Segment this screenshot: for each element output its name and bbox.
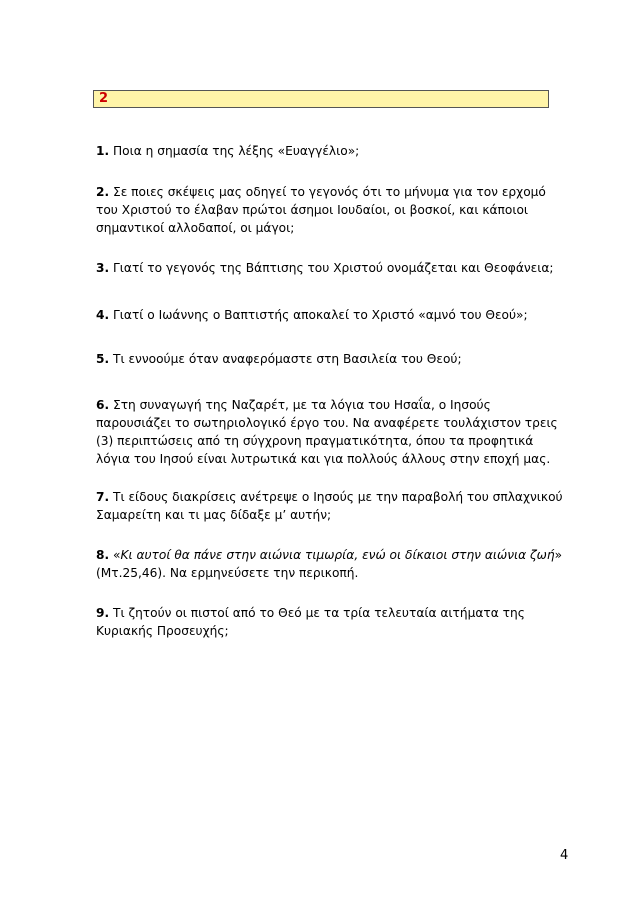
question-number: 1. — [96, 144, 110, 158]
scripture-quote: Κι αυτοί θα πάνε στην αιώνια τιμωρία, ενώ οι δίκαιοι στην αιώνια ζωή — [120, 548, 555, 562]
question-text: Γιατί ο Ιωάννης ο Βαπτιστής αποκαλεί το Χριστό «αμνό του Θεού»; — [109, 308, 528, 322]
question-6 — [96, 396, 566, 468]
question-text: Τι ζητούν οι πιστοί από το Θεό με τα τρία τελευταία αιτήματα της Κυριακής Προσευχής; — [96, 606, 525, 638]
question-text: Τι εννοούμε όταν αναφερόμαστε στη Βασιλεία του Θεού; — [109, 352, 462, 366]
question-5 — [96, 350, 566, 368]
question-text: Σε ποιες σκέψεις μας οδηγεί το γεγονός ότι το μήνυμα για τον ερχομό του Χριστού το έλαβαν πρώτοι άσημοι Ιουδαίοι, οι βοσκοί, και κάποιοι σημαντικοί αλλοδαποί, οι μάγοι; — [96, 185, 546, 235]
question-2 — [96, 183, 566, 237]
question-4 — [96, 306, 566, 324]
question-number: 8. — [96, 548, 110, 562]
question-number: 5. — [96, 352, 110, 366]
question-8 — [96, 546, 566, 582]
question-text: Στη συναγωγή της Ναζαρέτ, με τα λόγια του Ησαΐα, ο Ιησούς παρουσιάζει το σωτηριολογικό έργο του. Να αναφέρετε τουλάχιστον τρεις (3) περιπτώσεις από τη σύγχρονη πραγματικότητα, όπου τα προφητικά λόγια του Ιησού είναι λυτρωτικά και για πολλούς άλλους στην εποχή μας. — [96, 398, 558, 466]
question-text: Τι είδους διακρίσεις ανέτρεψε ο Ιησούς με την παραβολή του σπλαχνικού Σαμαρείτη και τι μας δίδαξε μ’ αυτήν; — [96, 490, 563, 522]
question-text: (Μτ.25,46). Να ερμηνεύσετε την περικοπή. — [96, 566, 359, 580]
question-7 — [96, 488, 566, 524]
quote-close: » — [554, 548, 563, 562]
question-9 — [96, 604, 566, 640]
question-text: Γιατί το γεγονός της Βάπτισης του Χριστού ονομάζεται και Θεοφάνεια; — [109, 261, 554, 275]
question-3 — [96, 259, 566, 277]
question-1 — [96, 142, 566, 160]
question-number: 7. — [96, 490, 110, 504]
section-number: 2 — [99, 91, 109, 106]
question-text: Ποια η σημασία της λέξης «Ευαγγέλιο»; — [109, 144, 360, 158]
question-number: 3. — [96, 261, 110, 275]
question-number: 9. — [96, 606, 110, 620]
question-number: 4. — [96, 308, 110, 322]
question-number: 2. — [96, 185, 110, 199]
question-number: 6. — [96, 398, 110, 412]
section-header-box — [93, 90, 549, 108]
quote-open: « — [109, 548, 121, 562]
page-number: 4 — [560, 848, 569, 863]
